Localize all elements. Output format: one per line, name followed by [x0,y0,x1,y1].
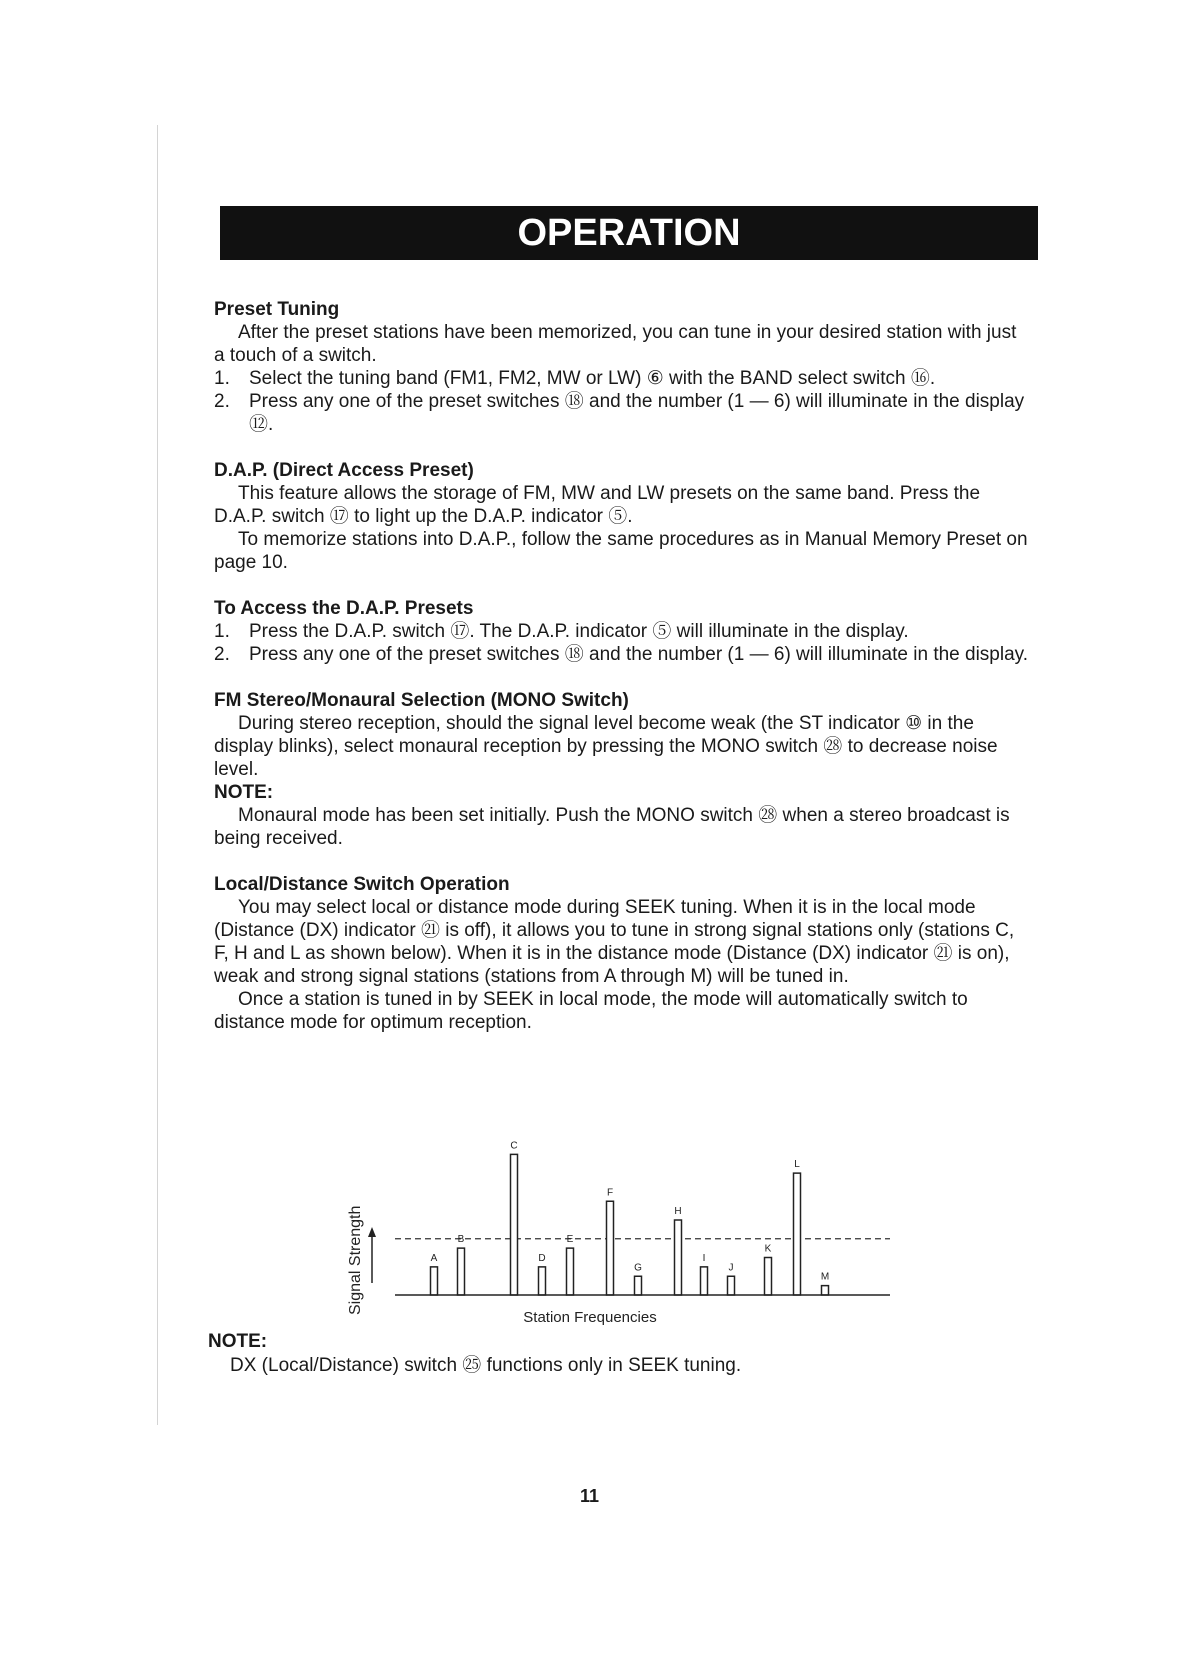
bar-C [511,1154,518,1295]
page-title: OPERATION [517,211,741,254]
signal-strength-chart [347,1115,910,1345]
step-text: Press any one of the preset switches ⑱ and the number (1 — 6) will illuminate in the display ⑫. [249,391,1025,435]
section-local-distance [214,873,1029,1034]
bar-I [701,1267,708,1295]
step-text: Press any one of the preset switches ⑱ and the number (1 — 6) will illuminate in the display. [249,644,1029,665]
step-number: 2. [214,391,230,412]
bar-G [635,1276,642,1295]
step-text: Select the tuning band (FM1, FM2, MW or LW) ⑥ with the BAND select switch ⑯. [249,368,936,389]
bar-B [458,1248,465,1295]
chart-svg [347,1115,910,1345]
step-number: 1. [214,621,230,642]
note-text: DX (Local/Distance) switch ㉕ functions only in SEEK tuning. [230,1355,742,1376]
section-mono [214,689,1029,850]
bar-L [794,1173,801,1295]
bar-label-M: M [820,1271,830,1283]
section-heading: Preset Tuning [214,299,340,320]
y-axis-label: Signal Strength [347,1205,364,1315]
section-preset-tuning [214,298,1029,436]
section-heading: Local/Distance Switch Operation [214,874,510,895]
bar-J [728,1276,735,1295]
section-paragraph: You may select local or distance mode during SEEK tuning. When it is in the local mode (Distance (DX) indicator ㉑ is off), it allows you to tune in strong signal stations only (stations C, F, H and L as shown below). When it is in the distance mode (Distance (DX) indicator ㉑ is on), weak and strong signal stations (stations from A through M) will be tuned in. [214,897,1015,987]
step-number: 1. [214,368,230,389]
section-paragraph: This feature allows the storage of FM, MW and LW presets on the same band. Press the D.A.P. switch ⑰ to light up the D.A.P. indicator ⑤. [214,483,981,527]
bar-label-C: C [510,1140,518,1152]
list-item [214,390,1029,436]
list-item [214,620,1029,643]
bar-label-H: H [674,1206,682,1217]
section-paragraph: After the preset stations have been memorized, you can tune in your desired station with just a touch of a switch. [214,322,1017,366]
bar-label-K: K [764,1243,772,1255]
step-number: 2. [214,644,230,665]
bar-E [567,1248,574,1295]
operation-banner [220,206,1038,260]
step-text: Press the D.A.P. switch ⑰. The D.A.P. indicator ⑤ will illuminate in the display. [249,621,909,642]
steps-list [214,367,1029,436]
bar-label-E: E [566,1234,574,1246]
bar-label-D: D [538,1252,546,1264]
steps-list [214,620,1029,666]
section-paragraph: Once a station is tuned in by SEEK in local mode, the mode will automatically switch to distance mode for optimum reception. [214,989,968,1033]
bar-label-B: B [457,1234,465,1246]
section-heading: D.A.P. (Direct Access Preset) [214,460,474,481]
bar-A [431,1267,438,1295]
bar-M [822,1286,829,1295]
list-item [214,367,1029,390]
section-paragraph: During stereo reception, should the signal level become weak (the ST indicator ⑩ in the display blinks), select monaural reception by pressing the MONO switch ㉘ to decrease noise level. [214,713,998,780]
final-note [208,1330,1008,1378]
section-heading: FM Stereo/Monaural Selection (MONO Switch) [214,690,629,711]
section-heading: To Access the D.A.P. Presets [214,598,474,619]
x-axis-label: Station Frequencies [523,1309,657,1326]
bar-H [675,1220,682,1295]
section-access-dap [214,597,1029,666]
section-paragraph: To memorize stations into D.A.P., follow the same procedures as in Manual Memory Preset on page 10. [214,529,1028,573]
bar-label-G: G [634,1262,642,1274]
note-text: Monaural mode has been set initially. Push the MONO switch ㉘ when a stereo broadcast is being received. [214,805,1010,849]
y-arrow-head [368,1227,376,1237]
bar-D [539,1267,546,1295]
bar-label-A: A [430,1252,438,1264]
bar-label-F: F [606,1187,614,1199]
bar-K [765,1258,772,1296]
list-item [214,643,1029,666]
main-content [214,298,1029,1057]
page-number: 11 [579,1486,600,1506]
bar-label-J: J [728,1262,734,1274]
bar-F [607,1201,614,1295]
section-dap [214,459,1029,574]
note-heading: NOTE: [214,782,274,803]
bar-label-L: L [794,1159,800,1171]
note-heading: NOTE: [208,1331,268,1352]
bar-label-I: I [702,1252,706,1264]
page-margin-line [157,125,158,1425]
